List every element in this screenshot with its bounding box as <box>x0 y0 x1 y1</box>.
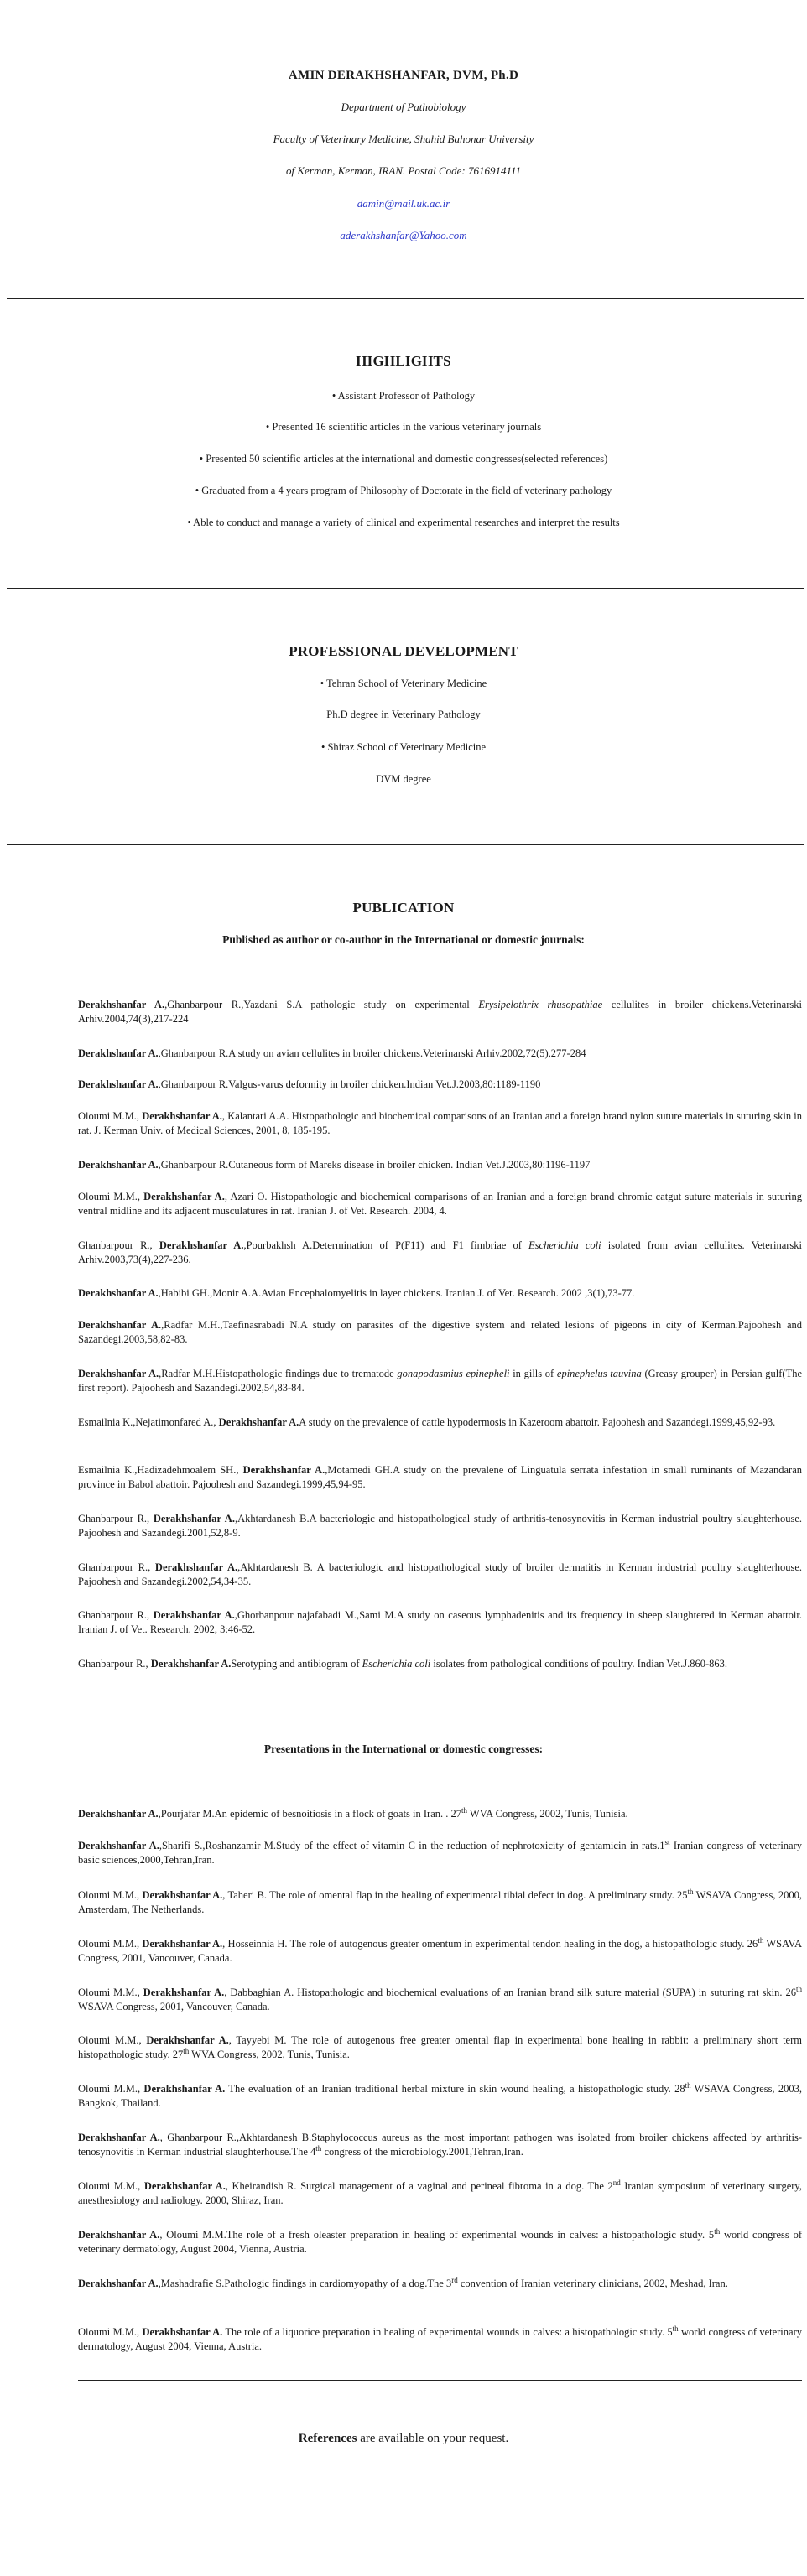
entry-text: in gills of <box>509 1368 557 1379</box>
journal-entry <box>78 1286 802 1301</box>
congress-heading: Presentations in the International or domestic congresses: <box>263 1742 544 1755</box>
ordinal-suffix: th <box>687 1887 694 1896</box>
divider <box>78 2380 802 2381</box>
entry-text: , Azari O. Histopathologic and biochemical comparisons of an Iranian and a foreign brand chromic catgut suture materials in suturing ventral midline and its adjacent musculatures in rat. Iranian J. of Vet. Research. 2004, 4. <box>78 1191 802 1217</box>
entry-text: Ghanbarpour R., <box>78 1561 155 1573</box>
journal-entry <box>78 1158 802 1172</box>
entry-text: Serotyping and antibiogram of <box>231 1658 362 1670</box>
journal-entry <box>78 1415 802 1430</box>
entry-text: WSAVA Congress, 2000, Amsterdam, The Netherlands. <box>78 1889 802 1915</box>
journal-entry <box>78 1190 802 1218</box>
references-note <box>0 2432 807 2446</box>
journal-entry <box>78 1608 802 1637</box>
congress-entry <box>78 2179 802 2208</box>
entry-text: world congress of veterinary dermatology, August 2004, Vienna, Austria. <box>78 2326 802 2352</box>
professional-item: DVM degree <box>376 773 431 785</box>
journal-entry <box>78 1463 802 1492</box>
congress-entry <box>78 2325 802 2354</box>
references-bold: References <box>298 2432 357 2445</box>
entry-text: ,Pourjafar M.An epidemic of besnoitiosis in a flock of goats in Iran. . 27 <box>158 1808 462 1820</box>
entry-text: , Kheirandish R. Surgical management of a vaginal and perineal fibroma in a dog. The 2 <box>225 2180 613 2192</box>
author-name: Derakhshanfar A. <box>242 1464 325 1476</box>
species-name: Escherichia coli <box>362 1658 431 1670</box>
entry-text: Oloumi M.M., <box>78 2083 144 2095</box>
ordinal-suffix: th <box>758 1935 764 1945</box>
journal-entry <box>78 1046 802 1061</box>
entry-text: ,Akhtardanesh B. A bacteriologic and histopathological study of broiler dermatitis in Kerman industrial poultry slaughterhouse. Pajoohesh and Sazandegi.2002,54,34-35. <box>78 1561 802 1587</box>
journal-entry <box>78 998 802 1026</box>
entry-text: world congress of veterinary dermatology, August 2004, Vienna, Austria. <box>78 2229 802 2255</box>
entry-text: ,Motamedi GH.A study on the prevalene of Linguatula serrata infestation in small ruminants of Mazandaran province in Babol abattoir. Pajoohesh and Sazandegi.1999,45,94-95. <box>78 1464 802 1490</box>
entry-text: Oloumi M.M., <box>78 2034 147 2046</box>
entry-text: isolates from pathological conditions of poultry. Indian Vet.J.860-863. <box>430 1658 728 1670</box>
entry-text: , Kalantari A.A. Histopathologic and biochemical comparisons of an Iranian and a foreign brand nylon suture materials in suturing skin in rat. J. Kerman Univ. of Medical Sciences, 2001, 8, 185-195. <box>78 1110 802 1136</box>
author-name: Derakhshanfar A. <box>142 1110 222 1122</box>
entry-text: ,Sharifi S.,Roshanzamir M.Study of the effect of vitamin C in the reduction of nephrotoxicity of gentamicin in rats.1 <box>159 1840 665 1852</box>
entry-text: ,Ghanbarpour R.,Yazdani S.A pathologic study on experimental <box>164 999 479 1010</box>
references-rest: are available on your request. <box>357 2432 509 2445</box>
author-name: Derakhshanfar A. <box>78 1368 159 1379</box>
congress-entry <box>78 1839 802 1867</box>
entry-text: Iranian symposium of veterinary surgery, anesthesiology and radiology. 2000, Shiraz, Iran. <box>78 2180 802 2206</box>
entry-text: ,Ghanbarpour R.Valgus-varus deformity in broiler chicken.Indian Vet.J.2003,80:1189-1190 <box>158 1078 541 1090</box>
author-name: Derakhshanfar A. <box>78 1287 159 1299</box>
ordinal-suffix: rd <box>451 2275 458 2284</box>
entry-text: Esmailnia K.,Nejatimonfared A., <box>78 1416 219 1428</box>
entry-text: Oloumi M.M., <box>78 1110 143 1122</box>
entry-text: WVA Congress, 2002, Tunis, Tunisia. <box>467 1808 628 1820</box>
entry-text: , Oloumi M.M.The role of a fresh oleaster preparation in healing of experimental wounds in calves: a histopathologic study. 5 <box>159 2229 715 2241</box>
author-name: Derakhshanfar A. <box>146 2034 229 2046</box>
species-name: epinephelus tauvina <box>556 1368 642 1379</box>
congress-entry <box>78 2277 802 2291</box>
entry-text: ,Habibi GH.,Monir A.A.Avian Encephalomyelitis in layer chickens. Iranian J. of Vet. Research. 2002 ,3(1),73-77. <box>158 1287 635 1299</box>
entry-text: , Taheri B. The role of omental flap in the healing of experimental tibial defect in dog. A preliminary study. 25 <box>222 1889 688 1901</box>
ordinal-suffix: th <box>795 1984 802 1993</box>
congress-entry <box>78 2033 802 2062</box>
email-link-secondary[interactable]: aderakhshanfar@Yahoo.com <box>340 229 467 242</box>
entry-text: Ghanbarpour R., <box>78 1239 159 1251</box>
entry-text: , Hosseinnia H. The role of autogenous greater omentum in experimental tendon healing in the dog, a histopathologic study. 26 <box>222 1938 758 1950</box>
highlight-item: • Presented 50 scientific articles at the international and domestic congresses(selected references) <box>199 453 608 465</box>
author-name: Derakhshanfar A. <box>78 1319 162 1331</box>
congress-entry <box>78 1807 802 1821</box>
ordinal-suffix: th <box>685 2080 691 2090</box>
journal-entry <box>78 1367 802 1395</box>
journal-entry <box>78 1657 802 1671</box>
author-name: Derakhshanfar A. <box>78 1159 159 1171</box>
entry-text: ,Radfar M.H.Histopathologic findings due to trematode <box>159 1368 398 1379</box>
author-name: Derakhshanfar A. <box>78 999 165 1010</box>
department: Department of Pathobiology <box>341 101 466 113</box>
author-name: Derakhshanfar A. <box>153 1513 235 1524</box>
highlights-title: HIGHLIGHTS <box>356 353 451 369</box>
author-name: Derakhshanfar A. <box>159 1239 244 1251</box>
highlight-item: • Able to conduct and manage a variety of clinical and experimental researches and interpret the results <box>187 517 620 528</box>
publication-title: PUBLICATION <box>352 900 455 916</box>
entry-text: Oloumi M.M., <box>78 2326 143 2338</box>
entry-text: ,Ghorbanpour najafabadi M.,Sami M.A study on caseous lymphadenitis and its frequency in sheep slaughtered in Kerman abattoir. Iranian J. of Vet. Research. 2002, 3:46-52. <box>78 1609 802 1635</box>
entry-text: Ghanbarpour R., <box>78 1513 154 1524</box>
entry-text: ,Mashadrafie S.Pathologic findings in cardiomyopathy of a dog.The 3 <box>158 2277 452 2289</box>
species-name: gonapodasmius epinepheli <box>397 1368 510 1379</box>
author-name: Derakhshanfar A. <box>78 1047 159 1059</box>
entry-text: ,Radfar M.H.,Taefinasrabadi N.A study on parasites of the digestive system and related lesions of pigeons in city of Kerman.Pajoohesh and Sazandegi.2003,58,82-83. <box>78 1319 803 1345</box>
entry-text: WSAVA Congress, 2001, Vancouver, Canada. <box>78 2001 270 2012</box>
journal-entry <box>78 1318 802 1347</box>
professional-title: PROFESSIONAL DEVELOPMENT <box>289 643 518 659</box>
entry-text: Oloumi M.M., <box>78 2180 144 2192</box>
author-name: Derakhshanfar A. <box>150 1658 232 1670</box>
professional-item: Ph.D degree in Veterinary Pathology <box>326 709 481 720</box>
congress-entry <box>78 2082 802 2111</box>
ordinal-suffix: st <box>664 1837 670 1846</box>
highlight-item: • Graduated from a 4 years program of Philosophy of Doctorate in the field of veterinary pathology <box>195 485 612 496</box>
divider <box>7 844 804 845</box>
entry-text: Esmailnia K.,Hadizadehmoalem SH., <box>78 1464 243 1476</box>
entry-text: isolated from avian cellulites. Veterinarski Arhiv.2003,73(4),227-236. <box>78 1239 802 1265</box>
congress-entry <box>78 2228 802 2257</box>
author-name: Derakhshanfar A. <box>143 2180 226 2192</box>
author-name: Derakhshanfar A. <box>143 1191 225 1202</box>
entry-text: ,Ghanbarpour R.A study on avian cellulites in broiler chickens.Veterinarski Arhiv.2002,72(5),277-284 <box>158 1047 586 1059</box>
author-name: Derakhshanfar A. <box>143 1987 225 1998</box>
divider <box>7 298 804 299</box>
entry-text: Oloumi M.M., <box>78 1938 143 1950</box>
entry-text: convention of Iranian veterinary clinicians, 2002, Meshad, Iran. <box>457 2277 728 2289</box>
entry-text: The evaluation of an Iranian traditional herbal mixture in skin wound healing, a histopathologic study. 28 <box>225 2083 685 2095</box>
congress-entry <box>78 1986 802 2014</box>
entry-text: ,Ghanbarpour R.Cutaneous form of Mareks disease in broiler chicken. Indian Vet.J.2003,80:1196-1197 <box>158 1159 591 1171</box>
species-name: Erysipelothrix rhusopathiae <box>478 999 603 1010</box>
entry-text: cellulites in broiler chickens.Veterinarski Arhiv.2004,74(3),217-224 <box>78 999 802 1025</box>
species-name: Escherichia coli <box>528 1239 601 1251</box>
author-name: Derakhshanfar A. <box>153 1609 235 1621</box>
entry-text: , Dabbaghian A. Histopathologic and biochemical evaluations of an Iranian brand silk suture material (SUPA) in suturing rat skin. 26 <box>224 1987 796 1998</box>
entry-text: congress of the microbiology.2001,Tehran,Iran. <box>321 2146 523 2158</box>
highlight-item: • Presented 16 scientific articles in the various veterinary journals <box>265 421 542 433</box>
professional-item: • Tehran School of Veterinary Medicine <box>320 678 487 689</box>
entry-text: , Tayyebi M. The role of autogenous free greater omental flap in experimental bone healing in rabbit: a preliminary short term histopathologic study. 27 <box>78 2034 802 2060</box>
entry-text: Iranian congress of veterinary basic sciences,2000,Tehran,Iran. <box>78 1840 802 1866</box>
entry-text: (Greasy grouper) in Persian gulf(The first report). Pajoohesh and Sazandegi.2002,54,83-84. <box>78 1368 802 1394</box>
entry-text: Oloumi M.M., <box>78 1191 144 1202</box>
author-name: Derakhshanfar A. <box>78 1078 159 1090</box>
author-name: Derakhshanfar A. <box>142 1938 223 1950</box>
author-name: Derakhshanfar A. <box>78 2277 159 2289</box>
author-name: Derakhshanfar A. <box>142 2326 223 2338</box>
ordinal-suffix: th <box>461 1805 468 1815</box>
person-name: AMIN DERAKHSHANFAR, DVM, Ph.D <box>288 69 519 82</box>
journal-entry <box>78 1078 802 1092</box>
congress-entry <box>78 1937 802 1966</box>
journal-entry <box>78 1561 802 1589</box>
divider <box>7 588 804 589</box>
author-name: Derakhshanfar A. <box>143 2083 226 2095</box>
faculty: Faculty of Veterinary Medicine, Shahid Bahonar University <box>273 132 534 145</box>
journal-entry <box>78 1239 802 1267</box>
entry-text: A study on the prevalence of cattle hypodermosis in Kazeroom abattoir. Pajoohesh and Sazandegi.1999,45,92-93. <box>299 1416 776 1428</box>
journal-entry <box>78 1512 802 1540</box>
entry-text: Oloumi M.M., <box>78 1889 143 1901</box>
professional-item: • Shiraz School of Veterinary Medicine <box>320 741 487 753</box>
entry-text: Oloumi M.M., <box>78 1987 143 1998</box>
entry-text: WVA Congress, 2002, Tunis, Tunisia. <box>189 2049 350 2060</box>
entry-text: ,Akhtardanesh B.A bacteriologic and histopathological study of arthritis-tenosynovitis in Kerman industrial poultry slaughterhouse. Pajoohesh and Sazandegi.2001,52,8-9. <box>78 1513 802 1539</box>
author-name: Derakhshanfar A. <box>142 1889 223 1901</box>
ordinal-suffix: th <box>672 2324 679 2333</box>
entry-text: WSAVA Congress, 2001, Vancouver, Canada. <box>78 1938 802 1964</box>
entry-text: WSAVA Congress, 2003, Bangkok, Thailand. <box>78 2083 802 2109</box>
journal-entry <box>78 1109 802 1138</box>
ordinal-suffix: th <box>183 2046 190 2055</box>
ordinal-suffix: nd <box>612 2178 621 2187</box>
entry-text: Ghanbarpour R., <box>78 1609 154 1621</box>
ordinal-suffix: th <box>315 2143 322 2153</box>
email-link-primary[interactable]: damin@mail.uk.ac.ir <box>357 197 450 210</box>
highlight-item: • Assistant Professor of Pathology <box>331 390 476 402</box>
journals-heading: Published as author or co-author in the International or domestic journals: <box>222 933 585 946</box>
author-name: Derakhshanfar A. <box>154 1561 238 1573</box>
entry-text: ,Pourbakhsh A.Determination of P(F11) and F1 fimbriae of <box>243 1239 529 1251</box>
author-name: Derakhshanfar A. <box>78 2229 160 2241</box>
author-name: Derakhshanfar A. <box>78 2132 160 2143</box>
author-name: Derakhshanfar A. <box>78 1808 159 1820</box>
entry-text: , Ghanbarpour R.,Akhtardanesh B.Staphylococcus aureus as the most important pathogen was isolated from broiler chickens affected by arthritis-tenosynovitis in Kerman industrial slaughterhouse.The 4 <box>78 2132 803 2158</box>
entry-text: Ghanbarpour R., <box>78 1658 151 1670</box>
author-name: Derakhshanfar A. <box>78 1840 159 1852</box>
ordinal-suffix: th <box>714 2226 721 2236</box>
author-name: Derakhshanfar A. <box>218 1416 299 1428</box>
congress-entry <box>78 2131 802 2159</box>
location: of Kerman, Kerman, IRAN. Postal Code: 7616914111 <box>285 164 522 177</box>
congress-entry <box>78 1888 802 1917</box>
entry-text: The role of a liquorice preparation in healing of experimental wounds in calves: a histopathologic study. 5 <box>222 2326 673 2338</box>
